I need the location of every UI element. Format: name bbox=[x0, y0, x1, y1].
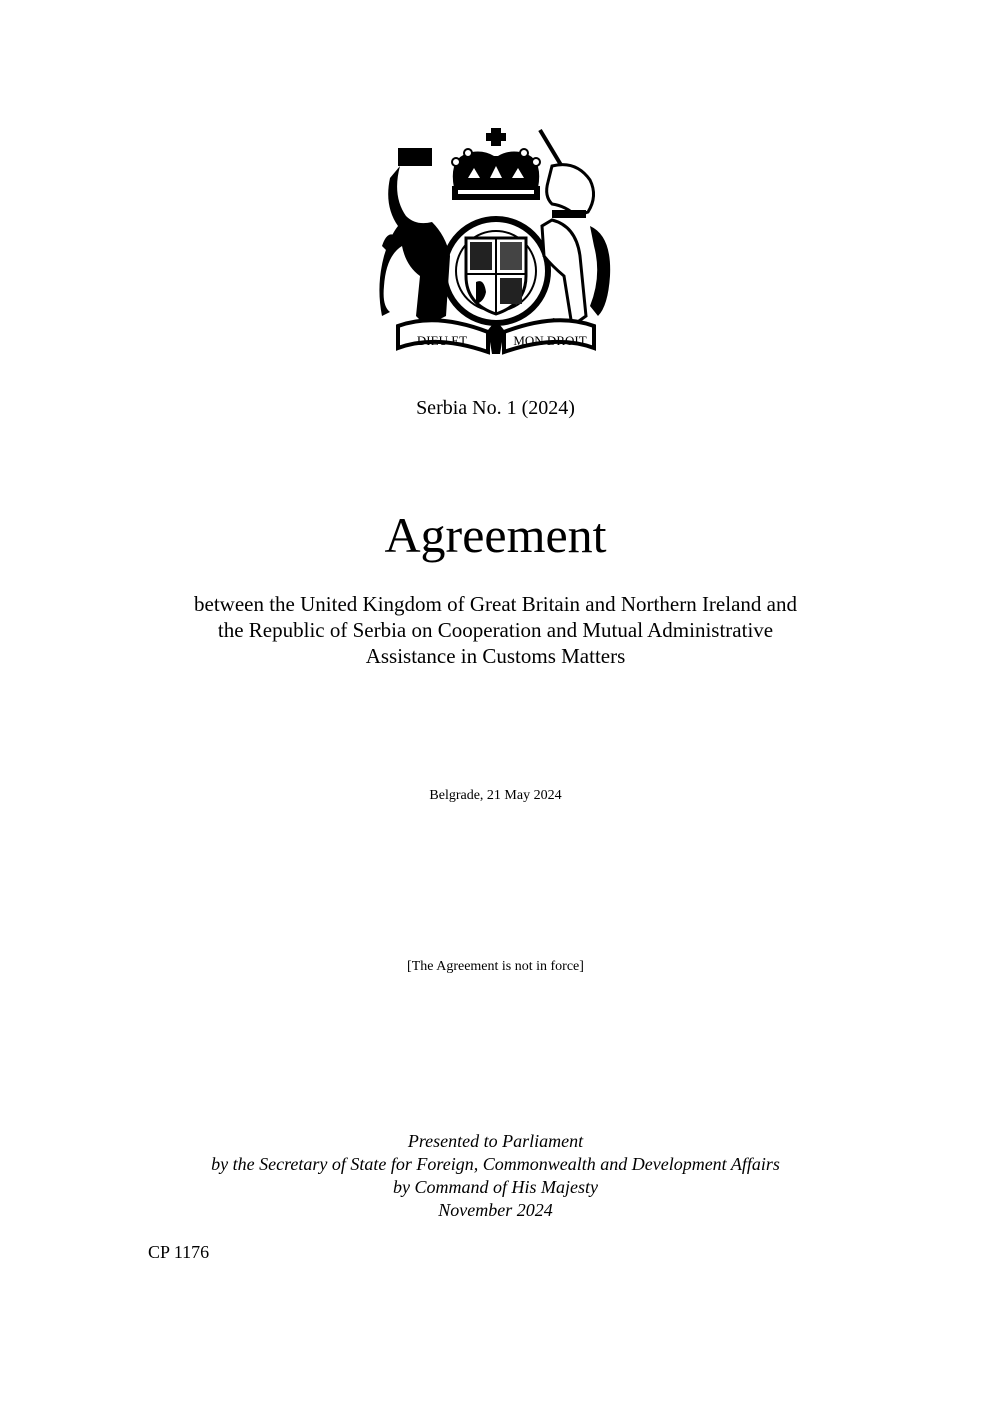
place-and-date: Belgrade, 21 May 2024 bbox=[429, 788, 562, 803]
subtitle-line: between the United Kingdom of Great Britain and Northern Ireland and bbox=[194, 592, 797, 616]
force-status-note: [The Agreement is not in force] bbox=[407, 959, 584, 974]
command-paper-number: CP 1176 bbox=[148, 1242, 210, 1262]
presentation-line: Presented to Parliament bbox=[407, 1131, 584, 1151]
crown-icon bbox=[452, 128, 540, 200]
svg-text:DIEU ET: DIEU ET bbox=[416, 333, 468, 348]
presentation-line: by the Secretary of State for Foreign, Commonwealth and Development Affairs bbox=[211, 1154, 780, 1174]
subtitle-line: Assistance in Customs Matters bbox=[365, 644, 626, 668]
subtitle-line: the Republic of Serbia on Cooperation and Mutual Administrative bbox=[217, 618, 774, 642]
svg-text:MON DROIT: MON DROIT bbox=[513, 333, 587, 348]
presentation-statement bbox=[0, 1130, 991, 1222]
document-subtitle bbox=[0, 591, 991, 669]
garter-icon bbox=[444, 219, 548, 323]
royal-coat-of-arms-icon bbox=[376, 126, 616, 358]
presentation-line: by Command of His Majesty bbox=[393, 1177, 598, 1197]
series-number: Serbia No. 1 (2024) bbox=[416, 397, 575, 419]
motto-scroll-icon bbox=[398, 320, 594, 354]
presentation-line: November 2024 bbox=[438, 1200, 553, 1220]
document-title: Agreement bbox=[384, 507, 607, 563]
